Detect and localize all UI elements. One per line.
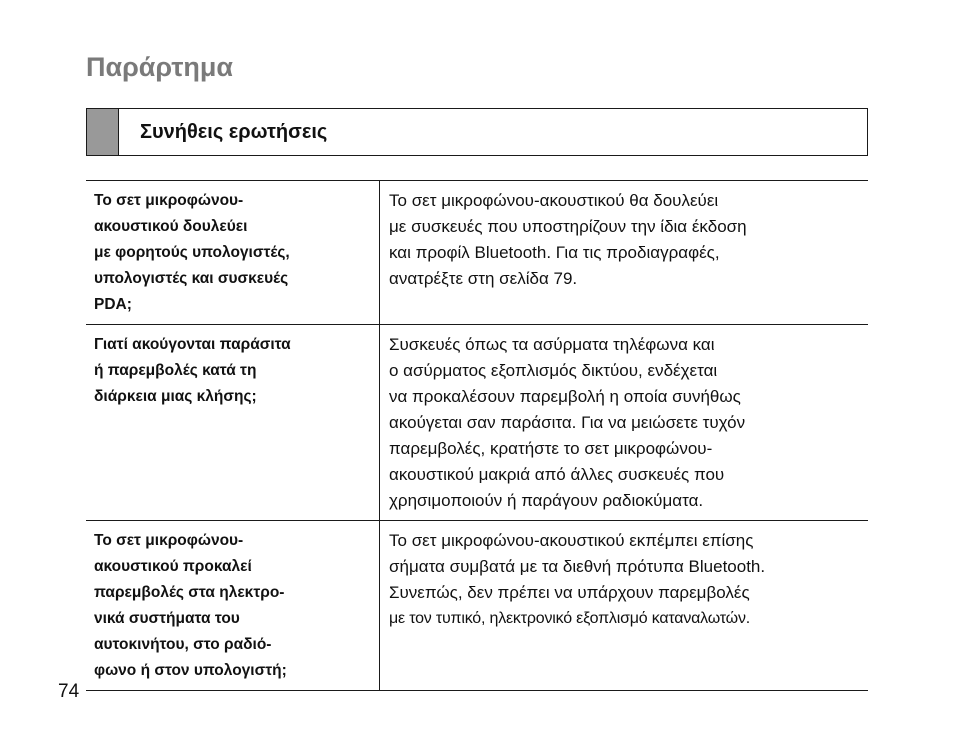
page-number: 74 (58, 681, 80, 702)
question-line: Το σετ μικροφώνου- (94, 532, 244, 549)
question-line: φωνο ή στον υπολογιστή; (94, 662, 287, 679)
question-line: Το σετ μικροφώνου- (94, 192, 244, 209)
answer-line: ανατρέξτε στη σελίδα 79. (389, 269, 578, 288)
faq-row (86, 325, 868, 521)
answer-line: με συσκευές που υποστηρίζουν την ίδια έκδοση (389, 217, 747, 236)
faq-answer (380, 521, 868, 690)
answer-line: χρησιμοποιούν ή παράγουν ραδιοκύματα. (389, 491, 704, 510)
question-line: ακουστικού προκαλεί (94, 558, 252, 575)
question-line: Γιατί ακούγονται παράσιτα (94, 336, 291, 353)
faq-answer (380, 181, 868, 324)
question-line: με φορητούς υπολογιστές, (94, 244, 290, 261)
answer-line: ακουστικού μακριά από άλλες συσκευές που (389, 465, 725, 484)
question-line: παρεμβολές στα ηλεκτρο- (94, 584, 285, 601)
section-title: Συνήθεις ερωτήσεις (140, 120, 328, 143)
question-line: PDA; (94, 296, 132, 313)
answer-line: παρεμβολές, κρατήστε το σετ μικροφώνου- (389, 439, 713, 458)
answer-line: Το σετ μικροφώνου-ακουστικού θα δουλεύει (389, 191, 719, 210)
answer-line: σήματα συμβατά με τα διεθνή πρότυπα Bluetooth. (389, 557, 766, 576)
answer-line: ο ασύρματος εξοπλισμός δικτύου, ενδέχεται (389, 361, 718, 380)
answer-line: Το σετ μικροφώνου-ακουστικού εκπέμπει επίσης (389, 531, 754, 550)
section-header (86, 108, 868, 156)
faq-table (86, 180, 868, 691)
answer-line: να προκαλέσουν παρεμβολή η οποία συνήθως (389, 387, 741, 406)
question-line: νικά συστήματα του (94, 610, 240, 627)
question-line: αυτοκινήτου, στο ραδιό- (94, 636, 272, 653)
section-marker (87, 109, 119, 155)
faq-question (86, 325, 380, 520)
faq-row (86, 181, 868, 325)
answer-line: ακούγεται σαν παράσιτα. Για να μειώσετε τυχόν (389, 413, 746, 432)
answer-line: και προφίλ Bluetooth. Για τις προδιαγραφές, (389, 243, 720, 262)
question-line: ή παρεμβολές κατά τη (94, 362, 257, 379)
faq-question (86, 181, 380, 324)
faq-question (86, 521, 380, 690)
answer-line: Συνεπώς, δεν πρέπει να υπάρχουν παρεμβολές (389, 583, 750, 602)
faq-row (86, 521, 868, 691)
question-line: υπολογιστές και συσκευές (94, 270, 289, 287)
question-line: ακουστικού δουλεύει (94, 218, 248, 235)
page-title: Παράρτημα (86, 52, 234, 82)
question-line: διάρκεια μιας κλήσης; (94, 388, 257, 405)
faq-answer (380, 325, 868, 520)
answer-line: με τον τυπικό, ηλεκτρονικό εξοπλισμό καταναλωτών. (389, 610, 751, 627)
answer-line: Συσκευές όπως τα ασύρματα τηλέφωνα και (389, 335, 715, 354)
